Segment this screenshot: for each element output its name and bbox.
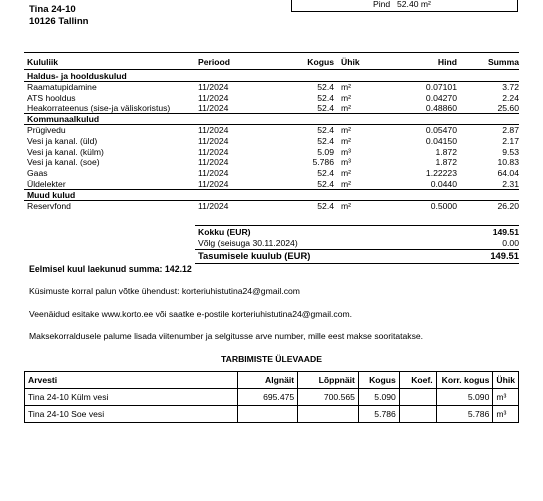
total-label: Kokku (EUR) [198, 227, 251, 237]
cell-qty: 52.4 [317, 136, 334, 146]
cell-sum: 2.24 [502, 93, 519, 103]
cell-unit: m² [341, 168, 352, 178]
note-contact: Küsimuste korral palun võtke ühendust: korteriuhistutina24@gmail.com [29, 286, 300, 296]
cell-sum: 9.53 [502, 147, 519, 157]
address-line-1: Tina 24-10 [29, 4, 76, 15]
col-period: Periood [198, 57, 230, 67]
cell-unit: m² [341, 201, 352, 211]
col-price: Hind [437, 57, 457, 67]
debt-label: Võlg (seisuga 30.11.2024) [198, 238, 298, 248]
cell-unit: m² [341, 179, 352, 189]
cell-period: 11/2024 [198, 136, 229, 146]
cell-price: 1.872 [435, 147, 457, 157]
cell-item: Vesi ja kanal. (külm) [27, 147, 104, 157]
payable-value: 149.51 [490, 250, 519, 261]
cell-period: 11/2024 [198, 179, 229, 189]
cell-sum: 2.87 [502, 125, 519, 135]
cell-qty: 52.4 [317, 93, 334, 103]
consumption-value: 5.786 [358, 406, 399, 423]
cell-period: 11/2024 [198, 201, 229, 211]
cell-period: 11/2024 [198, 103, 229, 113]
table-row [25, 389, 519, 406]
cell-price: 0.0440 [430, 179, 457, 189]
consumption-title: TARBIMISTE ÜLEVAADE [221, 354, 322, 364]
start-reading [237, 406, 298, 423]
area-value: 52.40 m² [397, 0, 431, 9]
cell-period: 11/2024 [198, 82, 229, 92]
cell-unit: m³ [341, 157, 352, 167]
cell-price: 0.48860 [425, 103, 457, 113]
unit-value: m³ [493, 389, 519, 406]
cell-sum: 2.31 [502, 179, 519, 189]
cell-sum: 64.04 [497, 168, 519, 178]
cell-item: Reservfond [27, 201, 71, 211]
col-item: Kululiik [27, 57, 59, 67]
meter-name: Tina 24-10 Soe vesi [25, 406, 238, 423]
cell-period: 11/2024 [198, 125, 229, 135]
corrected-value: 5.090 [436, 389, 493, 406]
area-label: Pind [373, 0, 391, 9]
payable-row [0, 250, 543, 262]
cell-item: Gaas [27, 168, 48, 178]
cell-price: 1.872 [435, 157, 457, 167]
end-reading [298, 406, 359, 423]
consumption-table [24, 371, 519, 423]
consumption-header-row [25, 372, 519, 389]
consumption-value: 5.090 [358, 389, 399, 406]
col-corrected: Korr. kogus [436, 372, 493, 389]
category-title: Muud kulud [27, 190, 76, 200]
cell-sum: 2.17 [502, 136, 519, 146]
coefficient-value [399, 389, 436, 406]
cell-period: 11/2024 [198, 147, 229, 157]
col-start-reading: Algnäit [237, 372, 298, 389]
payable-label: Tasumisele kuulub (EUR) [198, 250, 311, 261]
cost-table-header [0, 56, 543, 68]
cell-qty: 52.4 [317, 125, 334, 135]
cell-qty: 52.4 [317, 168, 334, 178]
note-meter-readings: Veenäidud esitake www.korto.ee või saatke e-postile korteriuhistutina24@gmail.com. [29, 309, 353, 319]
unit-value: m³ [493, 406, 519, 423]
cell-period: 11/2024 [198, 93, 229, 103]
cell-unit: m³ [341, 147, 352, 157]
start-reading: 695.475 [237, 389, 298, 406]
cell-sum: 26.20 [497, 201, 519, 211]
cell-qty: 52.4 [317, 201, 334, 211]
col-meter: Arvesti [25, 372, 238, 389]
category-title: Kommunaalkulud [27, 114, 100, 124]
col-coefficient: Koef. [399, 372, 436, 389]
cell-unit: m² [341, 125, 352, 135]
cell-qty: 52.4 [317, 82, 334, 92]
cell-period: 11/2024 [198, 157, 229, 167]
category-title: Haldus- ja hoolduskulud [27, 71, 127, 81]
col-unit: Ühik [341, 57, 360, 67]
cell-price: 0.05470 [425, 125, 457, 135]
cell-price: 0.5000 [430, 201, 457, 211]
col-end-reading: Lõppnäit [298, 372, 359, 389]
meter-name: Tina 24-10 Külm vesi [25, 389, 238, 406]
coefficient-value [399, 406, 436, 423]
cell-item: Vesi ja kanal. (soe) [27, 157, 100, 167]
debt-value: 0.00 [502, 238, 519, 248]
payable-bottom-rule [195, 263, 519, 264]
total-value: 149.51 [492, 227, 519, 237]
cell-sum: 10.83 [497, 157, 519, 167]
table-row [0, 200, 543, 212]
cell-unit: m² [341, 103, 352, 113]
corrected-value: 5.786 [436, 406, 493, 423]
address-line-2: 10126 Tallinn [29, 16, 89, 27]
col-sum: Summa [487, 57, 519, 67]
cell-item: Raamatupidamine [27, 82, 97, 92]
cell-unit: m² [341, 93, 352, 103]
cell-item: ATS hooldus [27, 93, 76, 103]
cell-item: Prügivedu [27, 125, 66, 135]
cell-qty: 5.09 [317, 147, 334, 157]
col-quantity: Kogus [307, 57, 334, 67]
col-unit: Ühik [493, 372, 519, 389]
cell-unit: m² [341, 136, 352, 146]
cell-item: Heakorrateenus (sise-ja väliskoristus) [27, 103, 171, 113]
cell-unit: m² [341, 82, 352, 92]
cell-sum: 3.72 [502, 82, 519, 92]
received-amount: Eelmisel kuul laekunud summa: 142.12 [29, 264, 192, 274]
cell-item: Üldelekter [27, 179, 66, 189]
cell-price: 0.04270 [425, 93, 457, 103]
cell-sum: 25.60 [497, 103, 519, 113]
cell-period: 11/2024 [198, 168, 229, 178]
note-payment-reference: Maksekorraldusele palume lisada viitenumber ja selgitusse arve number, mille eest makse sooritatakse. [29, 331, 424, 341]
table-row [25, 406, 519, 423]
cell-qty: 5.786 [312, 157, 334, 167]
area-box [291, 0, 518, 12]
cell-qty: 52.4 [317, 103, 334, 113]
debt-row [0, 237, 543, 249]
cell-qty: 52.4 [317, 179, 334, 189]
cell-price: 0.04150 [425, 136, 457, 146]
table-top-rule [24, 52, 519, 53]
col-consumption: Kogus [358, 372, 399, 389]
end-reading: 700.565 [298, 389, 359, 406]
cell-price: 1.22223 [425, 168, 457, 178]
cell-price: 0.07101 [425, 82, 457, 92]
cell-item: Vesi ja kanal. (üld) [27, 136, 98, 146]
